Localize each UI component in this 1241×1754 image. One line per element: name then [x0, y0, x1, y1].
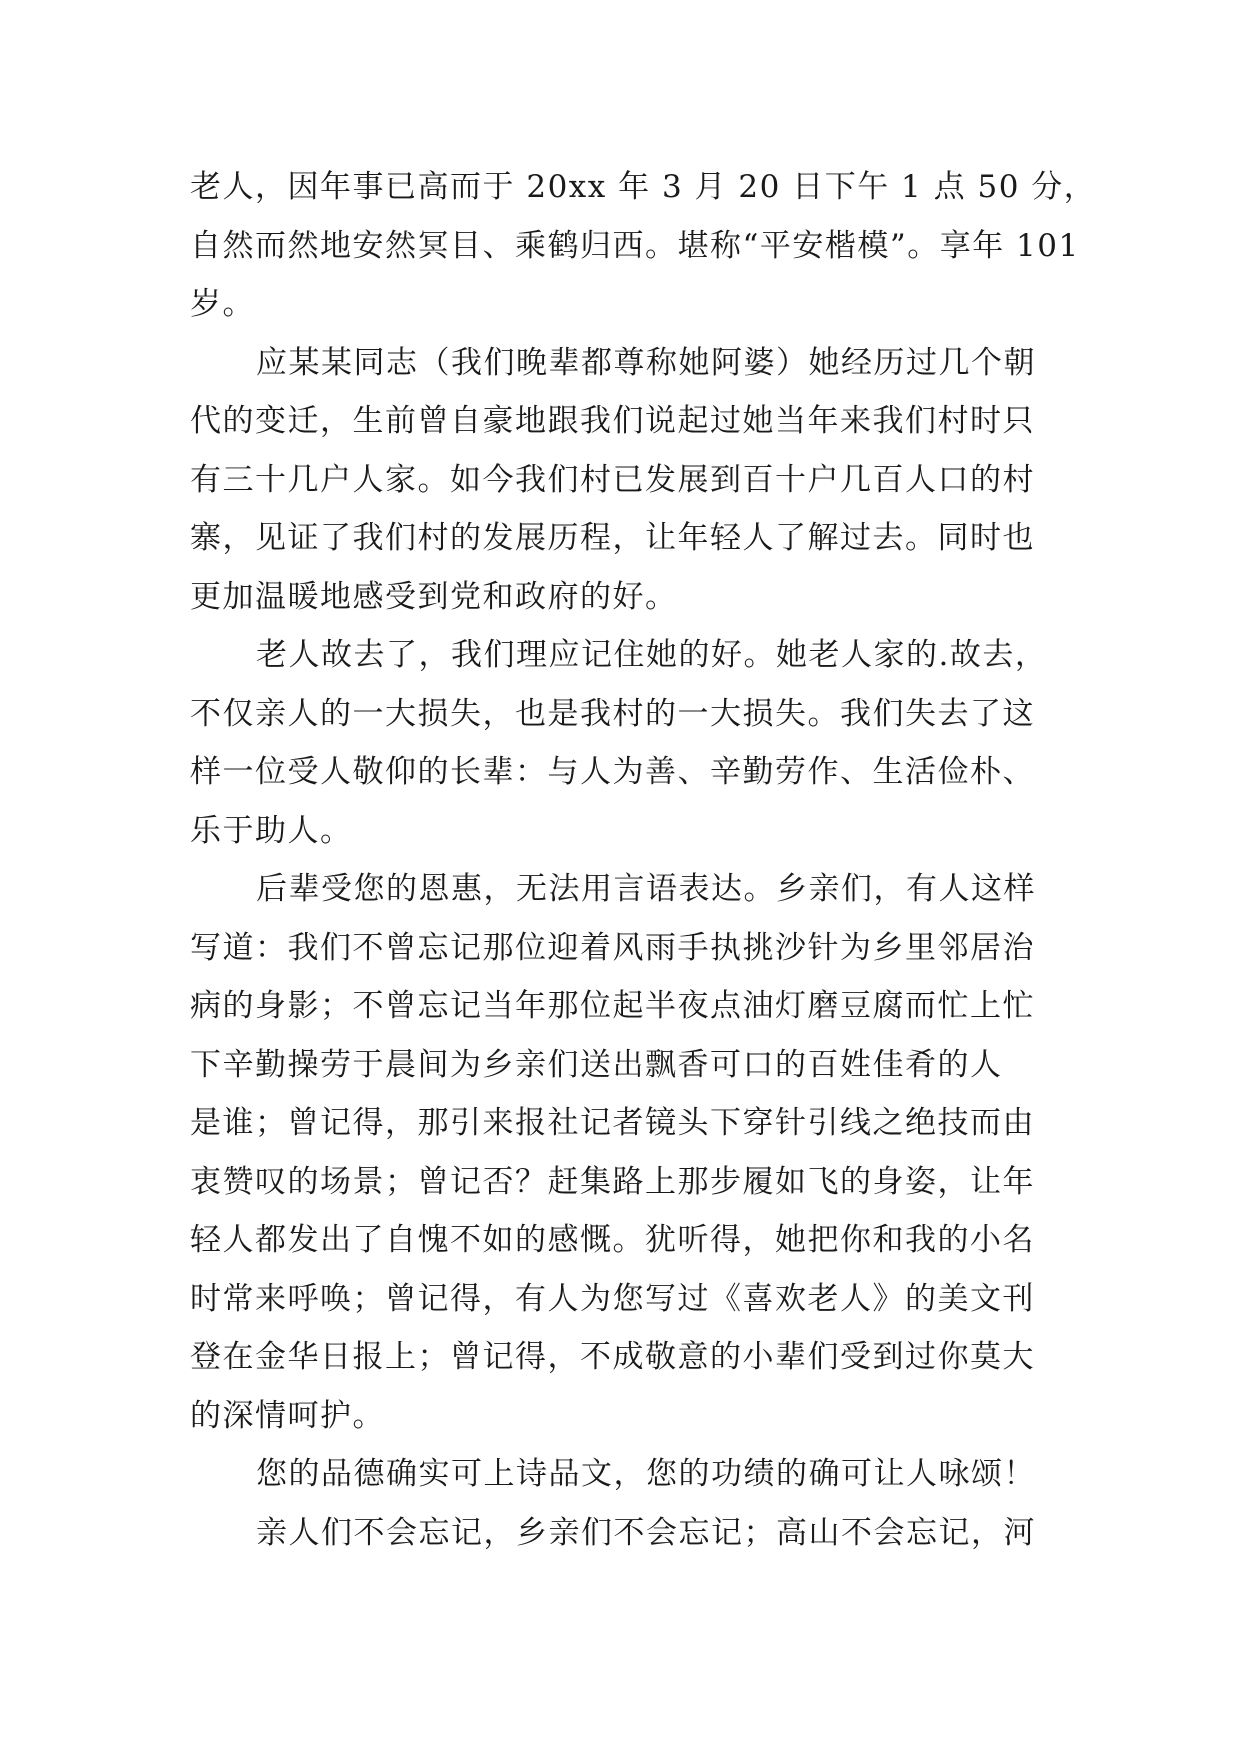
- text-line: 时常来呼唤；曾记得，有人为您写过《喜欢老人》的美文刊: [190, 1280, 1035, 1317]
- text-line: 的深情呵护。: [190, 1397, 385, 1434]
- text-line: 登在金华日报上；曾记得，不成敬意的小辈们受到过你莫大: [190, 1339, 1035, 1375]
- text-line: 自然而然地安然冥目、乘鹤归西。堪称“平安楷模”。享年 101: [190, 227, 1080, 264]
- text-line: 写道：我们不曾忘记那位迎着风雨手执挑沙针为乡里邻居治: [190, 929, 1035, 966]
- paragraph-start-line: 后辈受您的恩惠，无法用言语表达。乡亲们，有人这样: [256, 871, 1036, 907]
- text-line: 衷赞叹的场景；曾记否？赶集路上那步履如飞的身姿，让年: [190, 1163, 1035, 1200]
- text-line: 乐于助人。: [190, 812, 353, 849]
- paragraph-start-line: 您的品德确实可上诗品文，您的功绩的确可让人咏颂！: [256, 1456, 1036, 1492]
- paragraph-start-line: 老人故去了，我们理应记住她的好。她老人家的.故去，: [256, 637, 1048, 673]
- text-line: 寨，见证了我们村的发展历程，让年轻人了解过去。同时也: [190, 520, 1035, 556]
- text-line: 不仅亲人的一大损失，也是我村的一大损失。我们失去了这: [190, 695, 1035, 732]
- paragraph-start-line: 应某某同志（我们晚辈都尊称她阿婆）她经历过几个朝: [256, 344, 1036, 381]
- text-line: 样一位受人敬仰的长辈：与人为善、辛勤劳作、生活俭朴、: [190, 754, 1035, 790]
- text-line: 代的变迁，生前曾自豪地跟我们说起过她当年来我们村时只: [190, 403, 1035, 439]
- text-line: 更加温暖地感受到党和政府的好。: [190, 578, 678, 615]
- document-body: [190, 158, 1097, 1562]
- text-line: 岁。: [190, 286, 255, 322]
- text-line: 病的身影；不曾忘记当年那位起半夜点油灯磨豆腐而忙上忙: [190, 988, 1035, 1024]
- text-line: 有三十几户人家。如今我们村已发展到百十户几百人口的村: [190, 461, 1035, 498]
- text-line: 老人，因年事已高而于 20xx 年 3 月 20 日下午 1 点 50 分，: [190, 169, 1097, 205]
- text-line: 轻人都发出了自愧不如的感慨。犹听得，她把你和我的小名: [190, 1222, 1035, 1258]
- paragraph-start-line: 亲人们不会忘记，乡亲们不会忘记；高山不会忘记，河: [256, 1514, 1036, 1551]
- text-line: 是谁；曾记得，那引来报社记者镜头下穿针引线之绝技而由: [190, 1105, 1035, 1141]
- text-line: 下辛勤操劳于晨间为乡亲们送出飘香可口的百姓佳肴的人: [190, 1046, 1003, 1083]
